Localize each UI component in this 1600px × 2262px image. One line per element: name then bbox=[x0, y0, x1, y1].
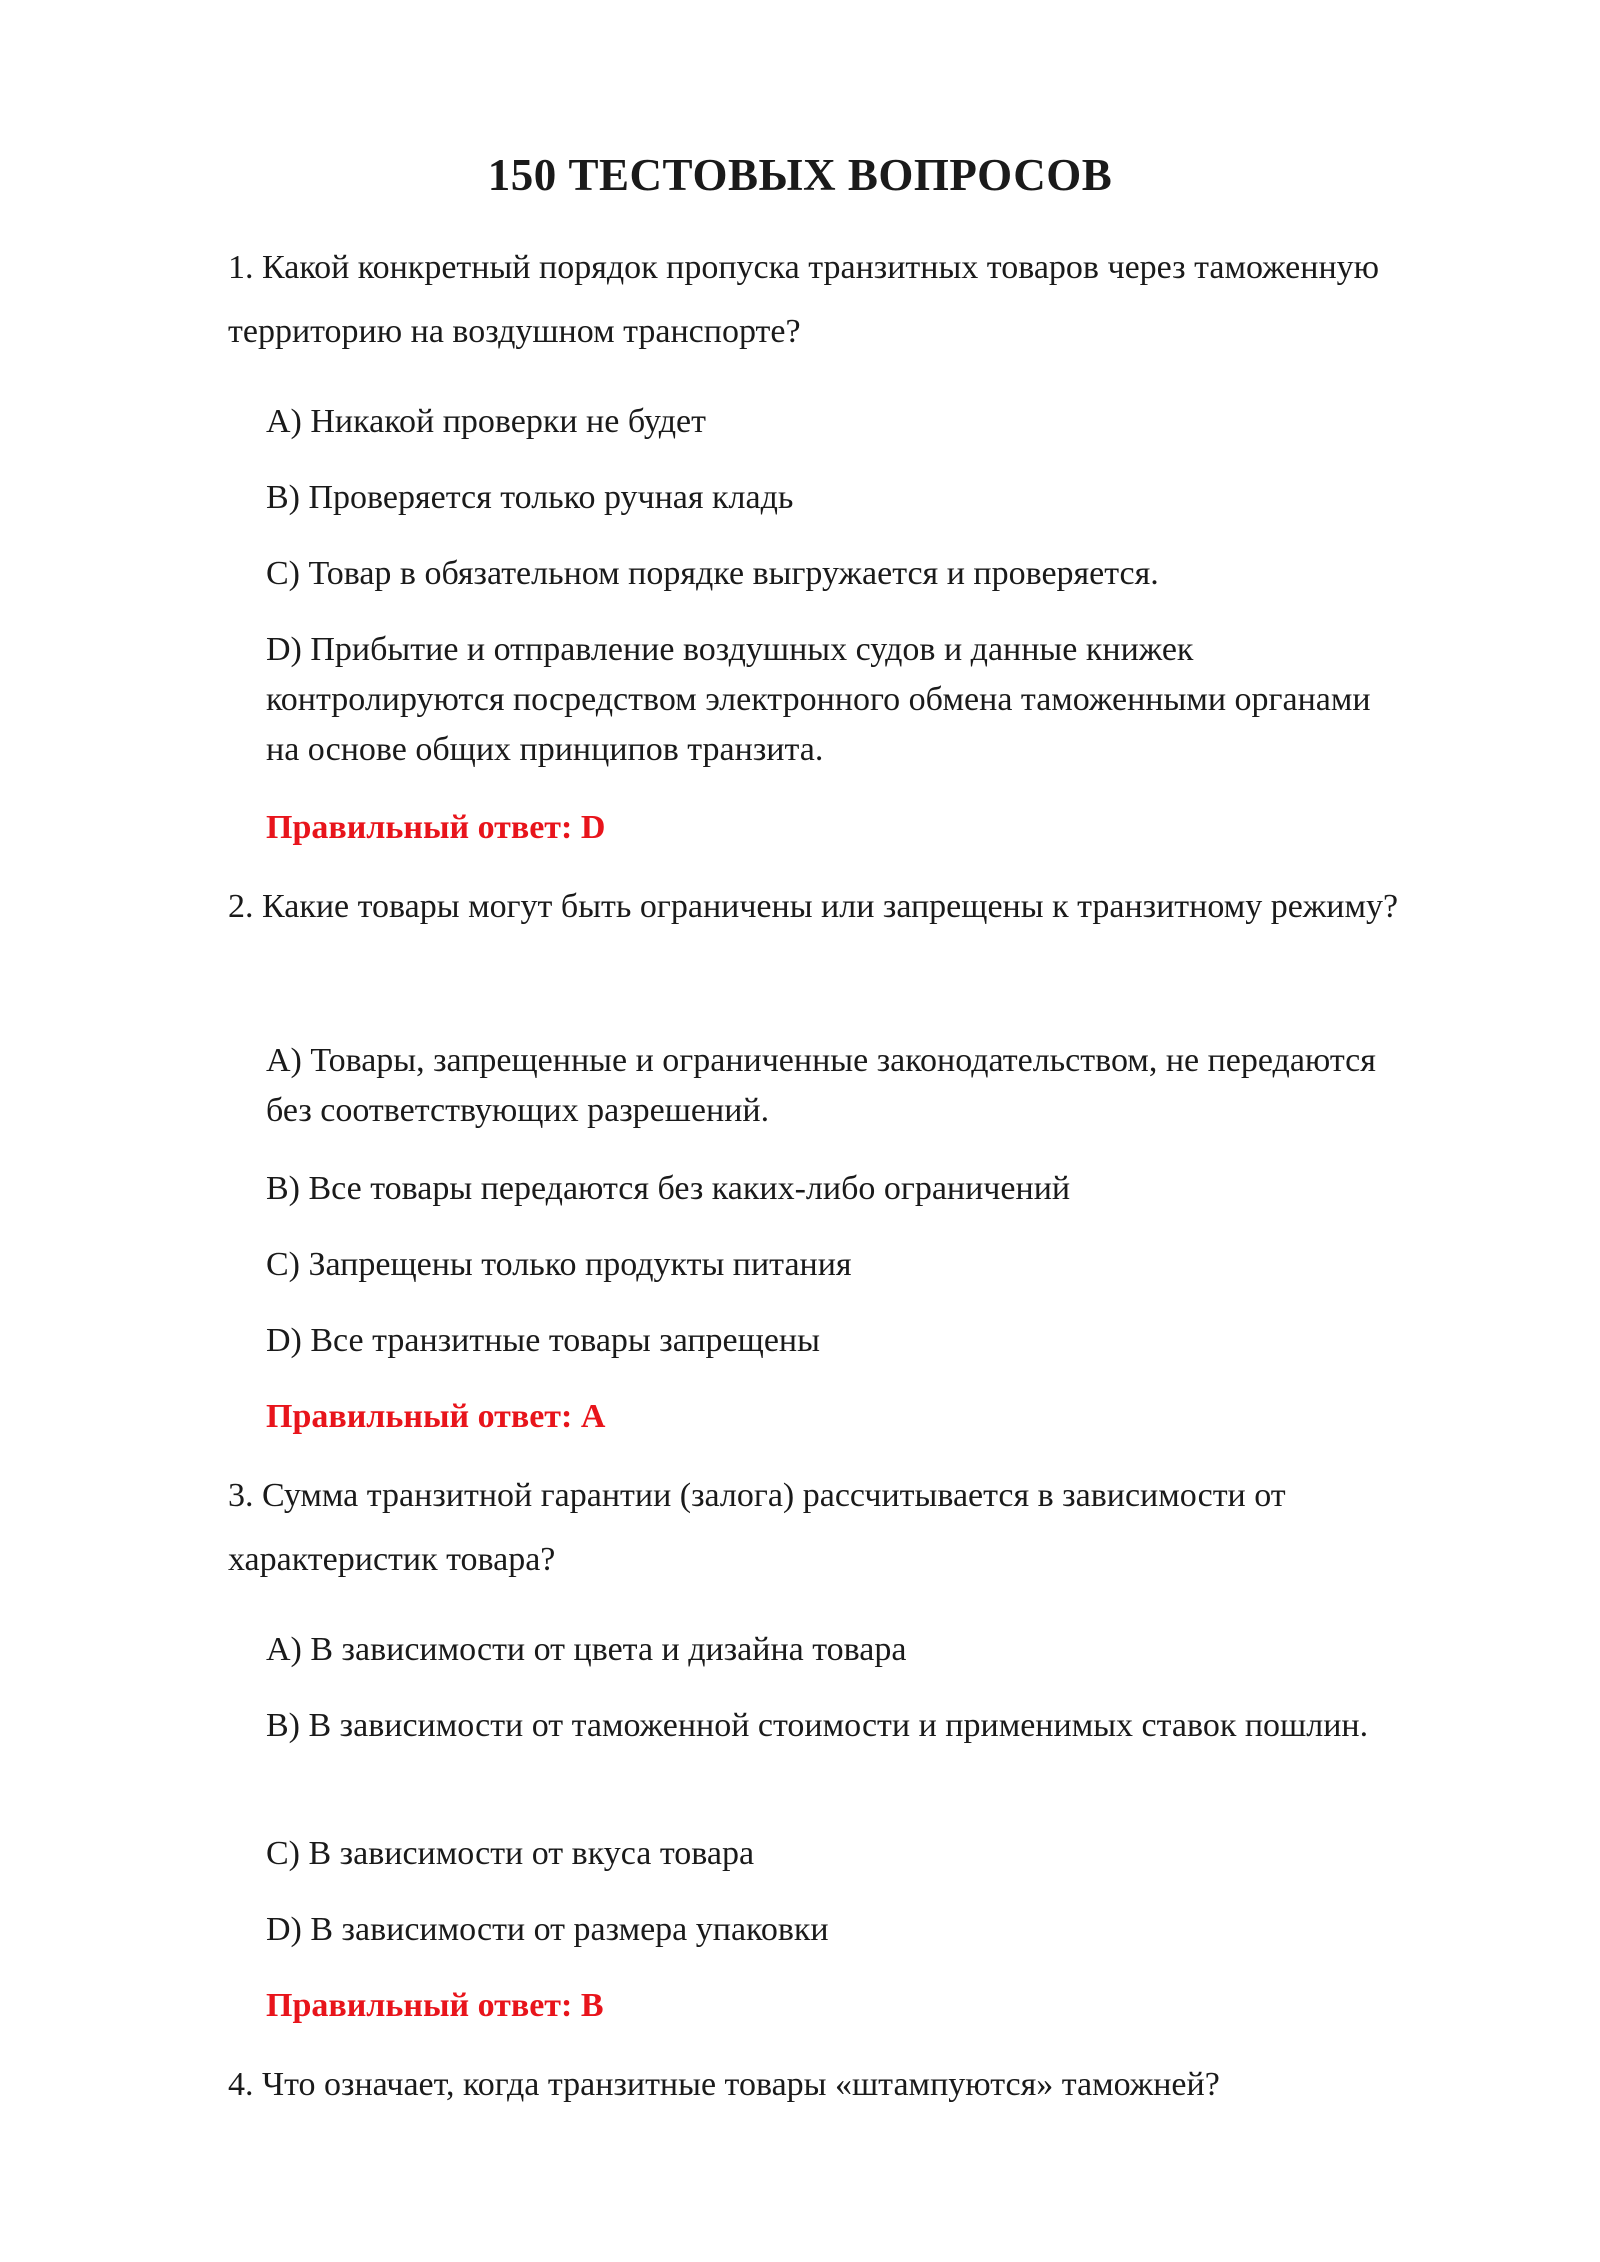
question-2-option-d: D) Все транзитные товары запрещены bbox=[266, 1322, 820, 1359]
question-4-text: 4. Что означает, когда транзитные товары «штампуются» таможней? bbox=[228, 2066, 1220, 2103]
question-2-option-c: C) Запрещены только продукты питания bbox=[266, 1246, 852, 1283]
question-3-option-d: D) В зависимости от размера упаковки bbox=[266, 1911, 829, 1948]
question-1-option-a: A) Никакой проверки не будет bbox=[266, 403, 706, 440]
question-2-correct-answer: Правильный ответ: A bbox=[266, 1398, 606, 1435]
question-3-text: 3. Сумма транзитной гарантии (залога) рассчитывается в зависимости от характеристик товара? bbox=[228, 1477, 1286, 1578]
document-title: 150 ТЕСТОВЫХ ВОПРОСОВ bbox=[487, 150, 1113, 200]
question-2-option-a: A) Товары, запрещенные и ограниченные законодательством, не передаются без соответствующих разрешений. bbox=[266, 1042, 1376, 1129]
question-3-option-b: B) В зависимости от таможенной стоимости и применимых ставок пошлин. bbox=[266, 1707, 1369, 1744]
question-1-text: 1. Какой конкретный порядок пропуска транзитных товаров через таможенную территорию на воздушном транспорте? bbox=[228, 249, 1380, 350]
question-2-text: 2. Какие товары могут быть ограничены или запрещены к транзитному режиму? bbox=[228, 888, 1399, 925]
question-2-option-b: B) Все товары передаются без каких-либо ограничений bbox=[266, 1170, 1071, 1207]
question-1-correct-answer: Правильный ответ: D bbox=[266, 809, 606, 846]
question-1-option-b: B) Проверяется только ручная кладь bbox=[266, 479, 794, 516]
question-3-correct-answer: Правильный ответ: B bbox=[266, 1987, 604, 2024]
question-3-option-c: C) В зависимости от вкуса товара bbox=[266, 1835, 755, 1872]
question-3-option-a: A) В зависимости от цвета и дизайна товара bbox=[266, 1631, 907, 1668]
question-1-option-c: C) Товар в обязательном порядке выгружается и проверяется. bbox=[266, 555, 1159, 592]
question-1-option-d: D) Прибытие и отправление воздушных судов и данные книжек контролируются посредством электронного обмена таможенными органами на основе общих принципов транзита. bbox=[266, 631, 1371, 768]
